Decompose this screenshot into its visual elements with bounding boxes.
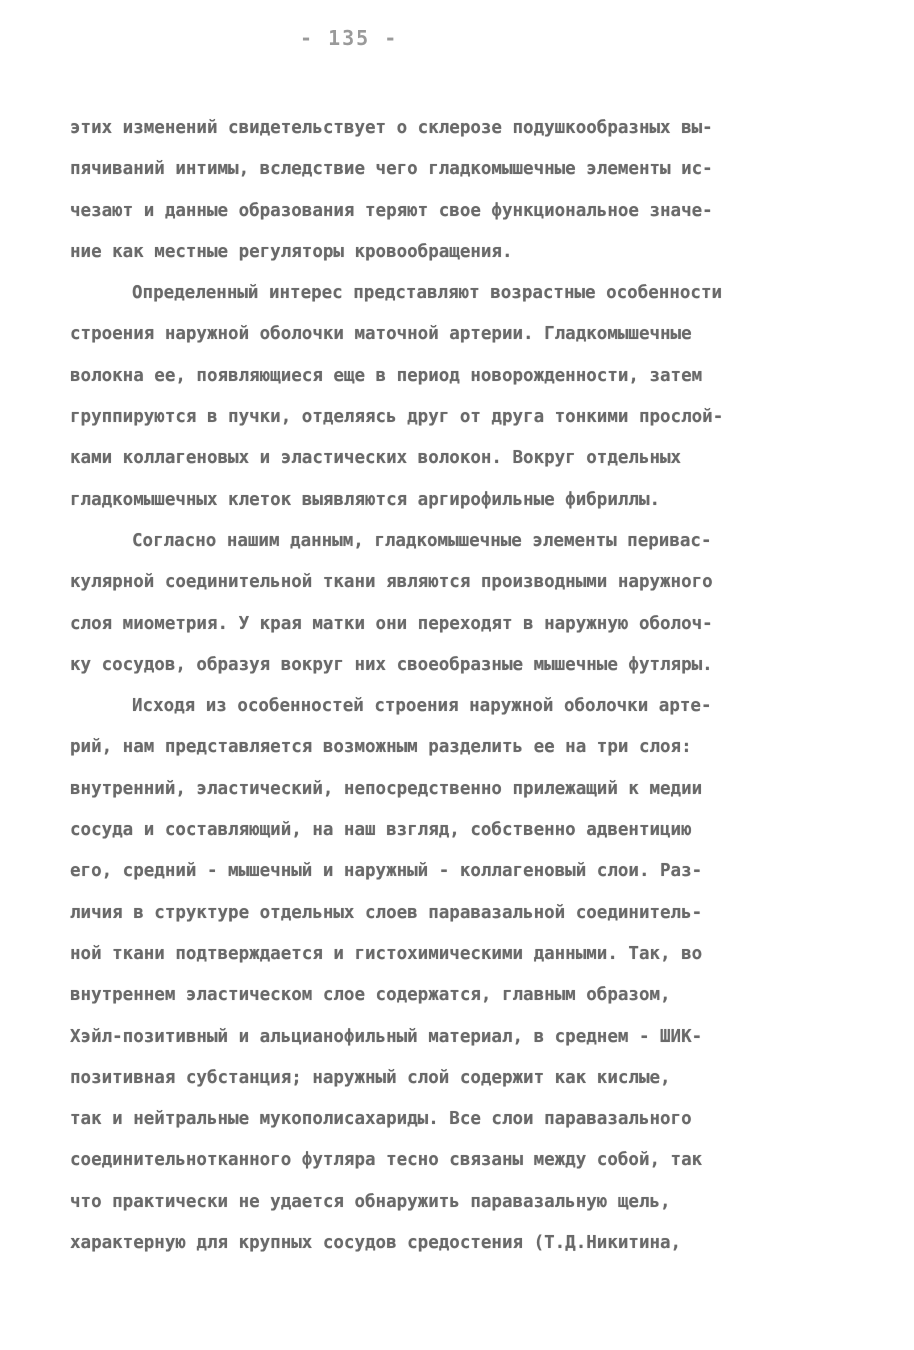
text-line: ной ткани подтверждается и гистохимическими данными. Так, во [70,943,703,964]
text-line: личия в структуре отдельных слоев паравазальной соединитель- [70,902,703,923]
text-line: характерную для крупных сосудов средостения (Т.Д.Никитина, [70,1233,682,1254]
text-line: слоя миометрия. У края матки они переходят в наружную оболоч- [70,613,713,634]
text-line: Исходя из особенностей строения наружной оболочки арте- [132,696,712,717]
text-line: ку сосудов, образуя вокруг них своеобразные мышечные футляры. [70,654,713,675]
text-line: ние как местные регуляторы кровообращения. [70,241,513,262]
text-line: рий, нам представляется возможным разделить ее на три слоя: [70,737,692,758]
text-line: чезают и данные образования теряют свое функциональное значе- [70,200,713,221]
paragraph [70,108,850,273]
text-line: внутренний, эластический, непосредственно прилежащий к медии [70,778,703,799]
page-number: - 135 - [300,26,399,50]
body-text [70,108,850,1264]
text-line: соединительнотканного футляра тесно связаны между собой, так [70,1150,703,1171]
text-line: строения наружной оболочки маточной артерии. Гладкомышечные [70,324,692,345]
text-line: что практически не удается обнаружить паравазальную щель, [70,1191,671,1212]
paragraph [70,686,850,1264]
text-line: кулярной соединительной ткани являются производными наружного [70,572,713,593]
text-line: Определенный интерес представляют возрастные особенности [132,283,723,304]
text-line: пячиваний интимы, вследствие чего гладкомышечные элементы ис- [70,159,713,180]
text-line: позитивная субстанция; наружный слой содержит как кислые, [70,1067,671,1088]
text-line: ками коллагеновых и эластических волокон. Вокруг отдельных [70,448,682,469]
text-line: его, средний - мышечный и наружный - коллагеновый слои. Раз- [70,861,703,882]
text-line: группируются в пучки, отделяясь друг от друга тонкими прослой- [70,407,724,428]
text-line: Согласно нашим данным, гладкомышечные элементы перивас- [132,530,712,551]
text-line: внутреннем эластическом слое содержатся, главным образом, [70,985,671,1006]
text-line: Хэйл-позитивный и альцианофильный материал, в среднем - ШИК- [70,1026,703,1047]
text-line: гладкомышечных клеток выявляются аргирофильные фибриллы. [70,489,661,510]
text-line: сосуда и составляющий, на наш взгляд, собственно адвентицию [70,820,692,841]
text-line: волокна ее, появляющиеся еще в период новорожденности, затем [70,365,703,386]
paragraph [70,521,850,686]
paragraph [70,273,850,521]
text-line: так и нейтральные мукополисахариды. Все слои паравазального [70,1109,692,1130]
text-line: этих изменений свидетельствует о склерозе подушкообразных вы- [70,118,713,138]
